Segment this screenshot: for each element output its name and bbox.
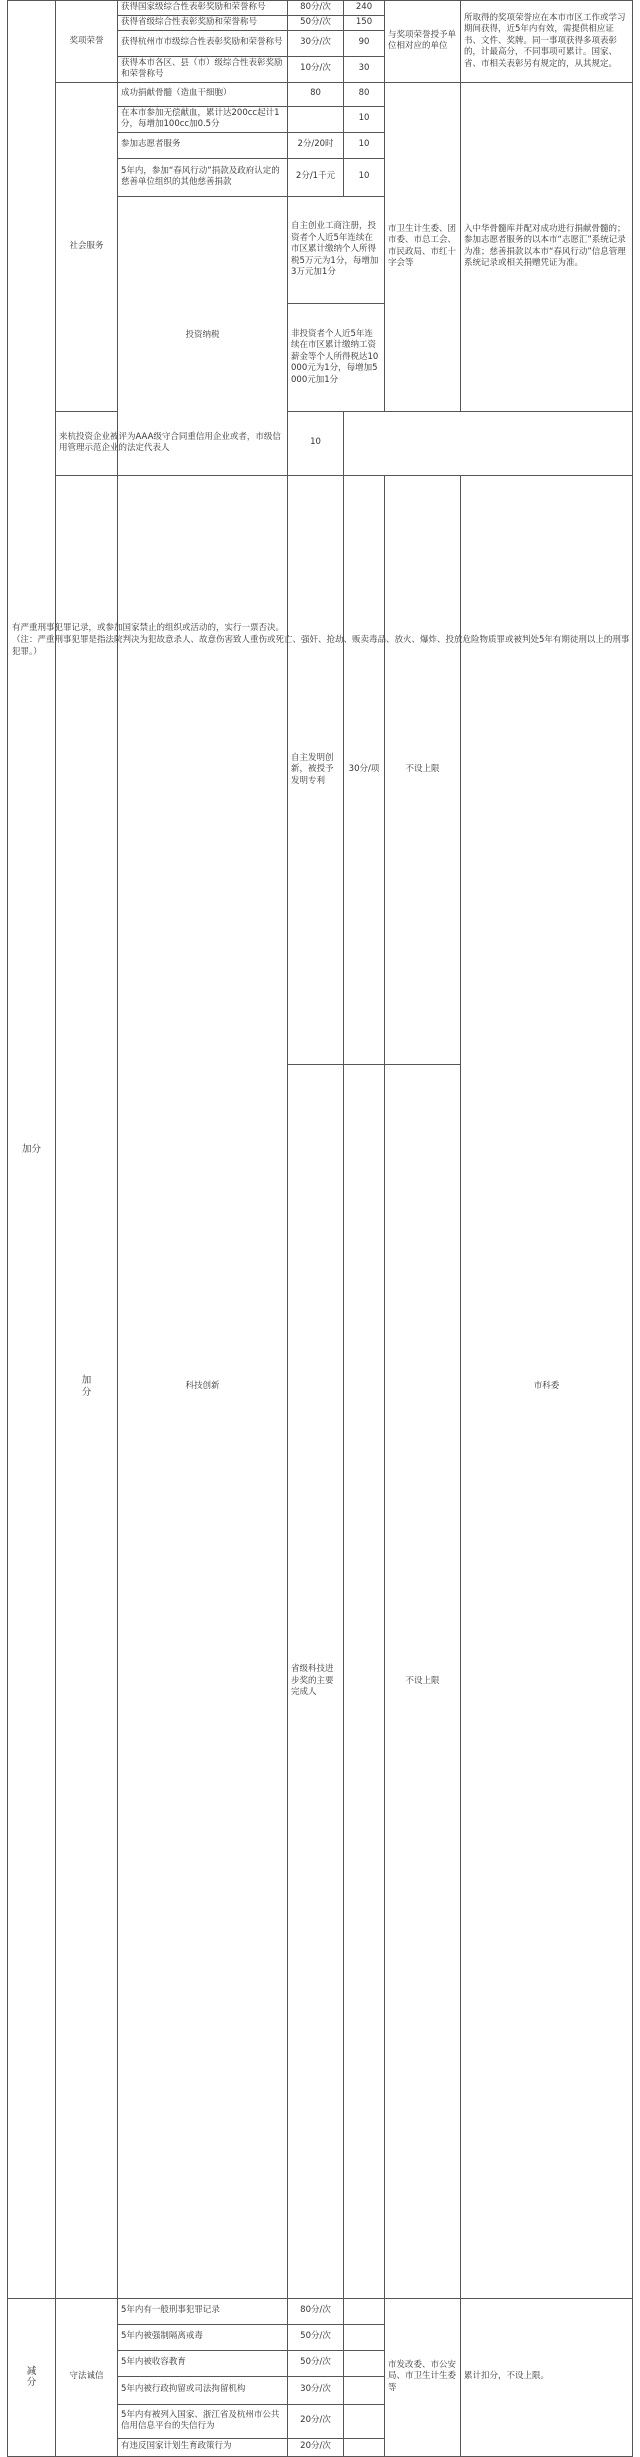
subcategory-tech: 科技创新 [118, 475, 288, 2298]
score-cell: 80分/次 [288, 2298, 344, 2324]
footnotes [12, 622, 632, 658]
note-cell: 所取得的奖项荣誉应在本市市区工作或学习期间获得，近5年内有效，需提供相应证书、文件、奖牌。同一事项获得多项表彰的，计最高分，不同事项可累计。国家、省、市相关表彰另有规定的，从其规定。 [461, 1, 633, 83]
item-cell: 5年内被强制隔离戒毒 [118, 2324, 288, 2350]
subcategory-social: 社会服务 [56, 82, 118, 411]
item-cell: 参加志愿者服务 [118, 132, 288, 158]
table-row [8, 82, 633, 106]
score-cell: 80 [288, 82, 344, 106]
item-cell: 5年内，参加“春风行动”捐款及政府认定的慈善单位组织的其他慈善捐款 [118, 158, 288, 196]
table-row [8, 411, 633, 475]
item-cell: 5年内有被列入国家、浙江省及杭州市公共信用信息平台的失信行为 [118, 2404, 288, 2438]
dept-cell: 与奖项荣誉授予单位相对应的单位 [385, 1, 461, 83]
dept-cell: 市科委 [461, 475, 633, 2298]
category-minus: 减 分 [8, 2298, 56, 2456]
item-cell: 5年内被行政拘留或司法拘留机构 [118, 2376, 288, 2404]
footnote-definition: （注：严重刑事犯罪是指法院判决为犯故意杀人、故意伤害致人重伤或死亡、强奸、抢劫、贩卖毒品、放火、爆炸、投放危险物质罪或被判处5年有期徒刑以上的刑事犯罪。） [12, 635, 630, 657]
table-row [8, 2298, 633, 2324]
score-cell: 30分/次 [288, 2376, 344, 2404]
score-cell: 20分/次 [288, 2438, 344, 2456]
table-row [8, 1, 633, 16]
item-cell: 获得杭州市市级综合性表彰奖励和荣誉称号 [118, 30, 288, 56]
item-cell: 自主创业工商注册，投资者个人近5年连续在市区累计缴纳个人所得税5万元为1分，每增加3万元加1分 [288, 196, 385, 304]
cap-cell: 不设上限 [385, 475, 461, 1065]
subcategory-law: 守法诚信 [56, 2298, 118, 2456]
cap-cell: 10 [344, 106, 385, 132]
item-cell: 有违反国家计划生育政策行为 [118, 2438, 288, 2456]
item-cell: 获得国家级综合性表彰奖励和荣誉称号 [118, 1, 288, 16]
score-cell: 80分/次 [288, 1, 344, 16]
dept-cell: 市发改委、市公安局、市卫生计生委等 [385, 2298, 461, 2456]
cap-cell: 10 [344, 158, 385, 196]
score-cell [288, 106, 344, 132]
score-cell: 50分/次 [288, 2350, 344, 2376]
cap-cell: 10 [344, 132, 385, 158]
score-cell: 50分/次 [288, 16, 344, 31]
category-add-2: 加 分 [56, 475, 118, 2298]
item-cell: 获得本市各区、县（市）级综合性表彰奖励和荣誉称号 [118, 56, 288, 82]
item-cell: 在本市参加无偿献血，累计达200cc起计1分，每增加100cc加0.5分 [118, 106, 288, 132]
item-cell: 成功捐献骨髓（造血干细胞） [118, 82, 288, 106]
score-cell: 2分/1千元 [288, 158, 344, 196]
cap-cell: 30 [344, 56, 385, 82]
score-cell: 2分/20时 [288, 132, 344, 158]
item-cell: 获得省级综合性表彰奖励和荣誉称号 [118, 16, 288, 31]
table-row [8, 475, 633, 1065]
score-cell: 20分/次 [288, 2404, 344, 2438]
score-cell: 30分/项 [344, 475, 385, 1065]
score-cell [344, 1065, 385, 2299]
score-cell: 30分/次 [288, 30, 344, 56]
points-table [7, 0, 633, 2457]
cap-cell: 10 [288, 411, 344, 475]
cap-cell: 80 [344, 82, 385, 106]
item-cell: 5年内被收容教育 [118, 2350, 288, 2376]
item-cell: 省级科技进步奖的主要完成人 [288, 1065, 344, 2299]
score-cell: 50分/次 [288, 2324, 344, 2350]
score-cell: 10分/次 [288, 56, 344, 82]
subcategory-honor: 奖项荣誉 [56, 1, 118, 83]
item-cell: 自主发明创新，被授予发明专利 [288, 475, 344, 1065]
subcategory-invest: 投资纳税 [118, 196, 288, 475]
cap-cell: 不设上限 [385, 1065, 461, 2299]
cap-cell: 150 [344, 16, 385, 31]
note-cell: 累计扣分，不设上限。 [461, 2298, 633, 2456]
item-cell: 5年内有一般刑事犯罪记录 [118, 2298, 288, 2324]
cap-cell: 90 [344, 30, 385, 56]
note-cell: 入中华骨髓库并配对成功进行捐献骨髓的；参加志愿者服务的以本市“志愿汇”系统记录为准；慈善捐款以本市“春风行动”信息管理系统记录或相关捐赠凭证为准。 [461, 82, 633, 411]
footnote-veto: 有严重刑事犯罪记录，或参加国家禁止的组织或活动的，实行一票否决。 [12, 623, 285, 633]
item-cell: 来杭投资企业被评为AAA级守合同重信用企业或者，市级信用管理示范企业的法定代表人 [56, 411, 288, 475]
category-add: 加分 [8, 1, 56, 2299]
item-cell: 非投资者个人近5年连续在市区累计缴纳工资薪金等个人所得税达10000元为1分，每增加5000元加1分 [288, 304, 385, 412]
dept-cell: 市卫生计生委、团市委、市总工会、市民政局、市红十字会等 [385, 82, 461, 411]
cap-cell: 240 [344, 1, 385, 16]
